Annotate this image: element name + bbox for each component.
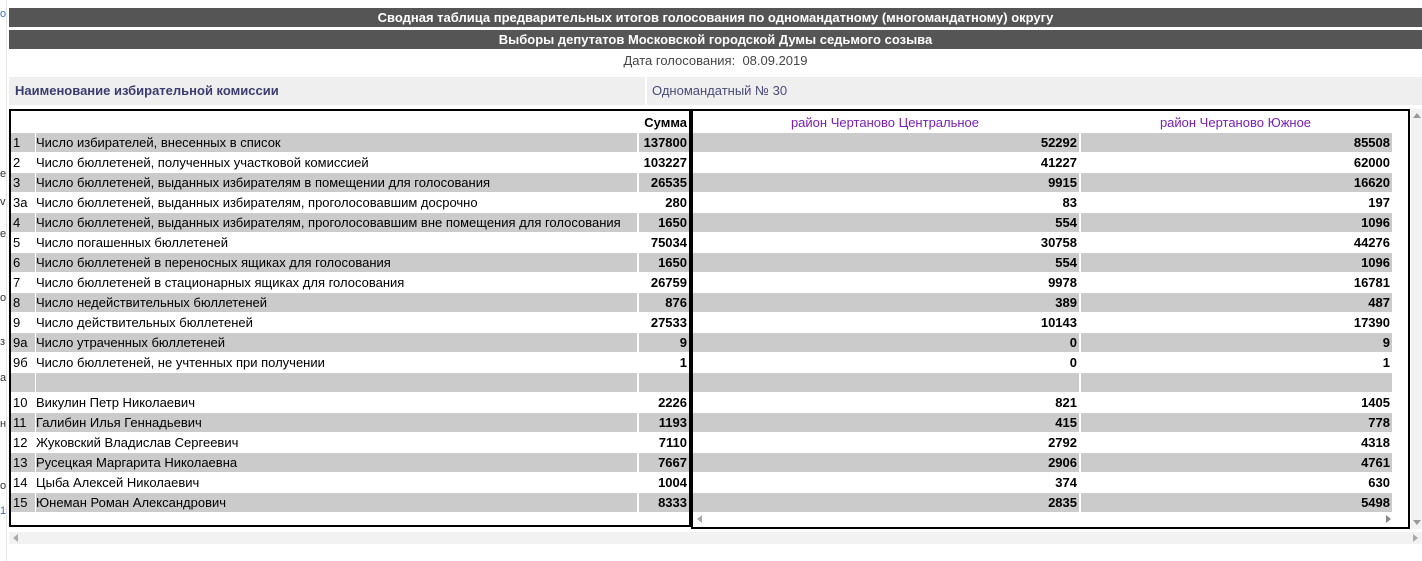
table-row [11,233,689,253]
row-value-district-1: 2792 [1048,435,1077,450]
row-value-district-2: 630 [1368,475,1390,490]
row-sum: 1650 [639,253,689,272]
row-number: 9 [13,315,21,330]
table-row [693,133,1408,153]
row-value-district-1: 10143 [1040,315,1077,330]
cropped-edge-glyph: е [0,228,7,240]
row-label: Русецкая Маргарита Николаевна [36,453,637,472]
table-row [11,453,689,473]
row-label: Юнеман Роман Александрович [36,493,637,512]
row-label: Число бюллетеней в стационарных ящиках для голосования [36,275,405,290]
table-row [11,273,689,293]
voting-date-label: Дата голосования: [623,53,736,68]
row-number: 7 [13,275,21,290]
district-header-1[interactable]: район Чертаново Центральное [693,113,1079,132]
row-value-district-1: 374 [1055,475,1077,490]
row-value-district-1: 389 [693,293,1079,312]
cropped-edge-glyph: 1 [0,505,7,517]
table-horizontal-scrollbar[interactable] [693,513,1395,525]
row-value-district-2: 4761 [1081,453,1392,472]
row-label: Число бюллетеней, выданных избирателям, проголосовавшим досрочно [36,195,478,210]
scroll-down-arrow-icon[interactable] [1413,520,1421,525]
row-value-district-1: 52292 [693,133,1079,152]
cropped-edge-glyph: з [0,336,6,348]
scroll-left-arrow-icon[interactable] [697,515,702,523]
table-row [11,333,689,353]
row-value-district-2: 1 [1382,355,1390,370]
table-row [11,213,689,233]
row-label: Цыба Алексей Николаевич [36,475,200,490]
row-label: Жуковский Владислав Сергеевич [36,435,239,450]
row-label: Число недействительных бюллетеней [36,293,637,312]
row-sum: 2226 [658,395,687,410]
row-value-district-1: 554 [693,253,1079,272]
row-label: Число действительных бюллетеней [36,315,253,330]
row-value-district-2 [1081,373,1392,392]
table-row [693,473,1408,493]
table-row [11,133,689,153]
row-value-district-1: 415 [693,413,1079,432]
row-sum: 1650 [639,213,689,232]
commission-row [9,77,1422,105]
cropped-edge-glyph: о [0,292,7,304]
row-number: 10 [13,395,28,410]
row-sum: 1 [679,355,687,370]
row-number: 4 [11,213,35,232]
table-row [11,373,689,393]
row-number: 5 [13,235,21,250]
row-value-district-2: 487 [1081,293,1392,312]
commission-divider [645,77,647,105]
table-row [693,373,1408,393]
results-table-fixed [9,109,691,527]
sum-column-header: Сумма [639,113,689,132]
row-value-district-2: 16620 [1081,173,1392,192]
table-row [693,353,1408,373]
row-value-district-1: 0 [1069,355,1077,370]
row-label: Число погашенных бюллетеней [36,235,229,250]
table-row [693,493,1408,513]
row-label: Галибин Илья Геннадьевич [36,413,637,432]
row-value-district-2: 85508 [1081,133,1392,152]
row-value-district-1: 0 [693,333,1079,352]
row-value-district-1: 30758 [1040,235,1077,250]
table-header-row [11,113,689,133]
page-title: Сводная таблица предварительных итогов голосования по одномандатному (многомандатному) округу [9,8,1422,27]
row-number: 3а [13,195,28,210]
district-header-row [693,113,1408,133]
cropped-edge-glyph: v [0,196,6,208]
row-sum: 103227 [643,155,687,170]
row-value-district-1: 9978 [1048,275,1077,290]
row-number: 12 [13,435,28,450]
row-number [11,373,35,392]
table-row [693,193,1408,213]
table-row [11,153,689,173]
table-row [11,353,689,373]
row-sum: 26535 [639,173,689,192]
cropped-edge-glyph: о [0,8,7,20]
row-sum: 876 [639,293,689,312]
row-number: 1 [11,133,35,152]
row-label: Число бюллетеней, не учтенных при получении [36,355,325,370]
row-value-district-2: 62000 [1353,155,1390,170]
row-number: 14 [13,475,28,490]
row-sum: 280 [665,195,687,210]
table-row [11,293,689,313]
cropped-edge-glyph: е [0,168,7,180]
row-value-district-2: 5498 [1081,493,1392,512]
row-label: Число бюллетеней, выданных избирателям в помещении для голосования [36,173,637,192]
table-row [693,333,1408,353]
table-row [11,313,689,333]
row-number: 6 [11,253,35,272]
row-value-district-2: 197 [1368,195,1390,210]
row-value-district-1 [693,373,1079,392]
row-sum: 8333 [639,493,689,512]
row-sum [639,373,689,392]
row-sum: 1193 [639,413,689,432]
row-sum: 26759 [650,275,687,290]
election-title: Выборы депутатов Московской городской Думы седьмого созыва [9,30,1422,49]
row-value-district-1: 41227 [1040,155,1077,170]
row-number: 11 [11,413,35,432]
table-row [693,213,1408,233]
table-row [693,393,1408,413]
row-value-district-1: 9915 [693,173,1079,192]
row-value-district-2: 4318 [1361,435,1390,450]
row-value-district-1: 83 [1062,195,1077,210]
row-label [36,373,637,392]
table-row [11,253,689,273]
page-scroll-left-arrow-icon[interactable] [13,534,18,542]
row-sum: 1004 [658,475,687,490]
row-label: Число избирателей, внесенных в список [36,133,637,152]
row-label: Число бюллетеней в переносных ящиках для голосования [36,253,637,272]
row-label: Число бюллетеней, полученных участковой комиссией [36,155,369,170]
row-value-district-1: 2906 [693,453,1079,472]
table-row [693,273,1408,293]
cropped-edge-glyph: а [0,372,7,384]
row-sum: 27533 [650,315,687,330]
table-row [693,313,1408,333]
row-number: 8 [11,293,35,312]
page-scroll-right-arrow-icon[interactable] [1413,534,1418,542]
row-value-district-2: 9 [1081,333,1392,352]
left-page-edge [0,0,7,561]
table-row [693,413,1408,433]
row-value-district-2: 1096 [1081,253,1392,272]
vertical-scrollbar[interactable] [1411,109,1422,529]
row-sum: 137800 [639,133,689,152]
table-row [11,193,689,213]
results-table-districts[interactable] [691,109,1410,529]
page-horizontal-scrollbar[interactable] [9,532,1422,544]
row-sum: 9 [639,333,689,352]
row-value-district-2: 44276 [1353,235,1390,250]
table-row [11,393,689,413]
table-row [11,473,689,493]
row-number: 13 [11,453,35,472]
row-number: 3 [11,173,35,192]
commission-label: Наименование избирательной комиссии [15,83,279,98]
header-num-cell [11,113,35,132]
row-value-district-2: 17390 [1353,315,1390,330]
voting-date [9,51,1422,71]
row-value-district-2: 778 [1081,413,1392,432]
table-row [693,433,1408,453]
row-number: 9б [13,355,28,370]
row-value-district-1: 821 [1055,395,1077,410]
table-row [693,173,1408,193]
row-value-district-2: 1096 [1081,213,1392,232]
scroll-up-arrow-icon[interactable] [1413,113,1421,118]
table-row [11,493,689,513]
district-header-2[interactable]: район Чертаново Южное [1081,113,1392,132]
district-name: Одномандатный № 30 [652,83,788,98]
table-row [693,293,1408,313]
row-value-district-2: 1405 [1361,395,1390,410]
row-sum: 75034 [650,235,687,250]
cropped-edge-glyph: н [0,418,7,430]
row-sum: 7667 [639,453,689,472]
table-row [693,253,1408,273]
scroll-right-arrow-icon[interactable] [1386,515,1391,523]
row-value-district-1: 554 [693,213,1079,232]
row-value-district-2: 16781 [1353,275,1390,290]
table-row [693,453,1408,473]
row-label: Викулин Петр Николаевич [36,395,195,410]
row-number: 2 [13,155,21,170]
cropped-edge-glyph: о [0,480,7,492]
row-sum: 7110 [658,435,687,450]
table-row [11,433,689,453]
row-value-district-1: 2835 [693,493,1079,512]
row-label: Число бюллетеней, выданных избирателям, проголосовавшим вне помещения для голосования [36,213,637,232]
table-row [693,153,1408,173]
row-number: 15 [11,493,35,512]
header-name-cell [36,113,637,132]
table-row [693,233,1408,253]
row-number: 9а [11,333,35,352]
voting-date-value: 08.09.2019 [742,53,808,68]
table-row [11,173,689,193]
row-label: Число утраченных бюллетеней [36,333,637,352]
table-row [11,413,689,433]
